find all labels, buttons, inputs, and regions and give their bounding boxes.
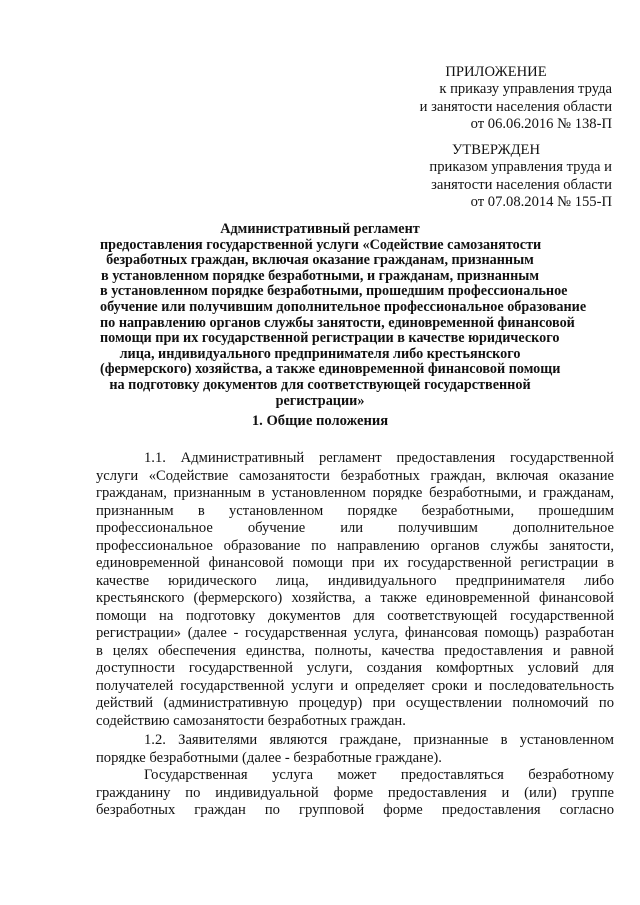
document-title xyxy=(100,221,587,409)
appendix-line: от 06.06.2016 № 138-П xyxy=(470,116,612,133)
appendix-header xyxy=(380,64,612,134)
paragraph-line: услуги «Содействие самозанятости безработных граждан, включая оказание xyxy=(96,467,614,484)
paragraph-line: гражданину по индивидуальной форме предоставления и (или) группе xyxy=(96,784,614,801)
approved-line: приказом управления труда и xyxy=(429,159,612,176)
paragraph-line: безработных граждан по групповой форме предоставления согласно xyxy=(96,802,614,818)
title-line: в установленном порядке безработными, и гражданам, признанным xyxy=(101,267,539,284)
paragraph-line: профессиональное обучение или получившим дополнительное xyxy=(96,520,614,536)
paragraph-line: получателей государственной услуги и определяет сроки и последовательность xyxy=(96,677,614,694)
paragraph-line: 1.1. Административный регламент предоставления государственной xyxy=(144,450,614,466)
paragraph-1-3 xyxy=(96,767,614,820)
title-line: Административный регламент xyxy=(220,221,420,237)
appendix-line: и занятости населения области xyxy=(419,98,612,115)
paragraph-line: регистрации» (далее - государственная услуга, финансовая помощь) разработан xyxy=(96,625,614,641)
title-line: в установленном порядке безработными, прошедшим профессиональное xyxy=(100,283,568,300)
paragraph-1-2 xyxy=(96,732,614,767)
paragraph-line: крестьянского (фермерского) хозяйства, а также единовременной финансовой xyxy=(96,590,614,606)
paragraph-line: 1.2. Заявителями являются граждане, признанные в установленном xyxy=(144,732,614,748)
appendix-line: к приказу управления труда xyxy=(439,81,612,98)
paragraph-line: единовременной финансовой помощи при их государственной регистрации в xyxy=(96,555,614,571)
approved-line: занятости населения области xyxy=(431,176,612,193)
title-line: помощи при их государственной регистрации в качестве юридического xyxy=(100,330,560,347)
paragraph-line: доступности государственной услуги, создания комфортных условий для xyxy=(96,660,614,676)
paragraph-1-1 xyxy=(96,450,614,730)
title-line: безработных граждан, включая оказание гражданам, признанным xyxy=(106,252,534,269)
paragraph-line: признанным в установленном порядке безработными, прошедшим xyxy=(96,502,614,519)
title-line: на подготовку документов для соответствующей государственной xyxy=(109,376,531,393)
approved-line: от 07.08.2014 № 155-П xyxy=(470,194,612,211)
paragraph-line: содействию самозанятости безработных граждан. xyxy=(96,712,406,729)
paragraph-line: порядке безработными (далее - безработные граждане). xyxy=(96,749,442,766)
paragraph-line: гражданам, признанным в установленном порядке безработными, и гражданам, xyxy=(96,485,614,501)
approved-header xyxy=(380,142,612,212)
title-line: лица, индивидуального предпринимателя либо крестьянского xyxy=(119,345,521,362)
paragraph-line: в целях обеспечения единства, полноты, качества предоставления и равной xyxy=(96,642,614,659)
appendix-heading: ПРИЛОЖЕНИЕ xyxy=(445,64,547,80)
paragraph-line: Государственная услуга может предоставляться безработному xyxy=(144,767,614,783)
title-line: (фермерского) хозяйства, а также единовременной финансовой помощи xyxy=(100,361,561,378)
paragraph-line: профессиональное образование по направлению органов службы занятости, xyxy=(96,537,614,554)
paragraph-line: качестве юридического лица, индивидуального предпринимателя либо xyxy=(96,572,614,589)
paragraph-line: действий (административную процедур) при осуществлении полномочий по xyxy=(96,695,614,711)
title-line: регистрации» xyxy=(275,392,365,409)
title-line: обучение или получившим дополнительное профессиональное образование xyxy=(100,298,587,315)
title-line: предоставления государственной услуги «Содействие самозанятости xyxy=(100,236,542,253)
paragraph-line: помощи на подготовку документов для соответствующей государственной xyxy=(96,607,614,624)
approved-heading: УТВЕРЖДЕН xyxy=(452,142,540,158)
section-title: 1. Общие положения xyxy=(251,413,389,429)
title-line: по направлению органов службы занятости, единовременной финансовой xyxy=(100,314,575,331)
